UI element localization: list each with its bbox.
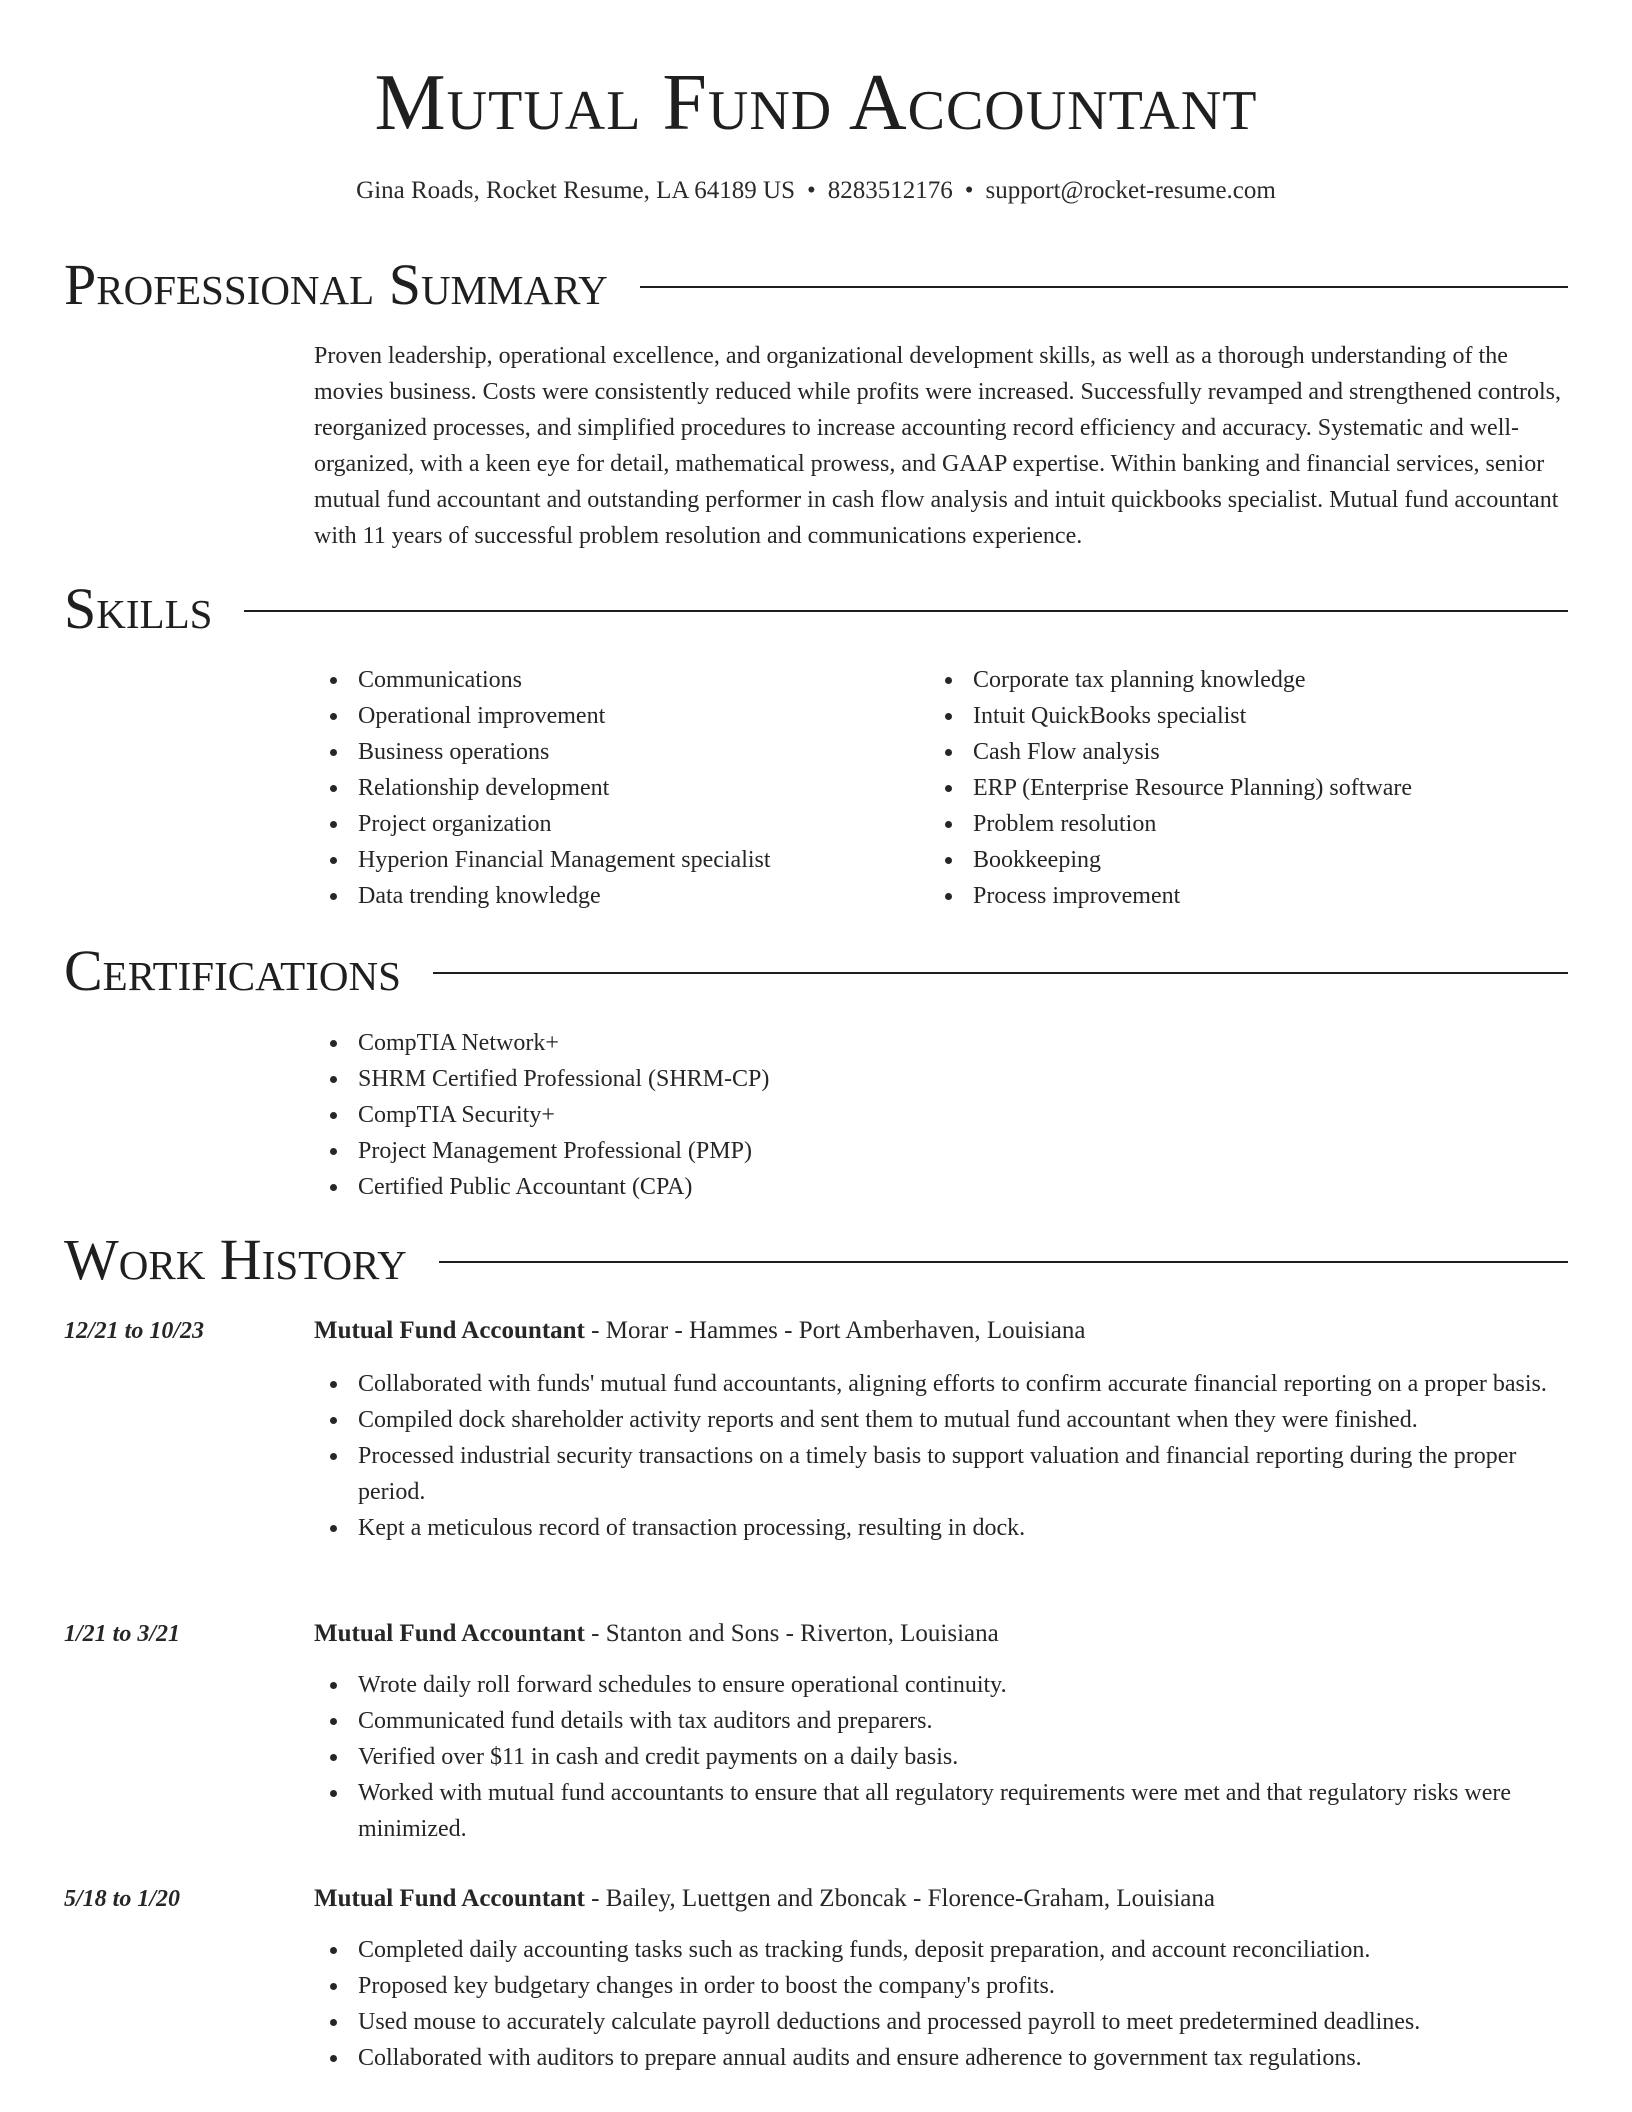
- skill-item: Problem resolution: [929, 806, 1569, 842]
- job-bullet: Collaborated with funds' mutual fund accountants, aligning efforts to confirm accurate financial reporting on a proper basis.: [314, 1366, 1568, 1402]
- skill-item: Intuit QuickBooks specialist: [929, 698, 1569, 734]
- section-divider: [439, 1261, 1568, 1263]
- skills-heading: Skills: [64, 576, 213, 641]
- work-heading: Work History: [64, 1227, 407, 1292]
- job-bullet: Collaborated with auditors to prepare annual audits and ensure adherence to government tax regulations.: [314, 2040, 1568, 2076]
- skills-list-right: [929, 662, 1569, 914]
- skill-item: Process improvement: [929, 878, 1569, 914]
- skills-section-header: [64, 576, 1568, 642]
- job-employer-location: - Bailey, Luettgen and Zboncak - Florence-Graham, Louisiana: [584, 1885, 1215, 1912]
- certifications-section-header: [64, 938, 1568, 1004]
- job-dates: 5/18 to 1/20: [64, 1886, 181, 1912]
- skill-item: Operational improvement: [314, 698, 914, 734]
- skill-item: Data trending knowledge: [314, 878, 914, 914]
- job-dates: 1/21 to 3/21: [64, 1621, 181, 1647]
- job-title: Mutual Fund Accountant: [314, 1317, 585, 1344]
- job-bullet: Communicated fund details with tax auditors and preparers.: [314, 1703, 1568, 1739]
- contact-address: Gina Roads, Rocket Resume, LA 64189 US: [356, 177, 796, 204]
- job-bullets: [314, 1667, 1568, 1847]
- skill-item: ERP (Enterprise Resource Planning) software: [929, 770, 1569, 806]
- certification-item: CompTIA Network+: [314, 1025, 1214, 1061]
- job-title: Mutual Fund Accountant: [314, 1620, 585, 1647]
- certification-item: Project Management Professional (PMP): [314, 1133, 1214, 1169]
- job-header: [314, 1882, 1568, 1916]
- skill-item: Business operations: [314, 734, 914, 770]
- section-divider: [433, 972, 1568, 974]
- job-employer-location: - Stanton and Sons - Riverton, Louisiana: [584, 1620, 999, 1647]
- contact-line: [0, 174, 1632, 208]
- skill-item: Corporate tax planning knowledge: [929, 662, 1569, 698]
- job-header: [314, 1314, 1568, 1348]
- job-bullets: [314, 1366, 1568, 1546]
- skill-item: Communications: [314, 662, 914, 698]
- job-bullet: Used mouse to accurately calculate payroll deductions and processed payroll to meet predetermined deadlines.: [314, 2004, 1568, 2040]
- contact-separator: •: [807, 177, 816, 204]
- job-dates: 12/21 to 10/23: [64, 1318, 205, 1344]
- contact-separator: •: [964, 177, 974, 204]
- section-divider: [640, 286, 1568, 288]
- job-bullet: Proposed key budgetary changes in order to boost the company's profits.: [314, 1968, 1568, 2004]
- job-bullet: Worked with mutual fund accountants to ensure that all regulatory requirements were met and that regulatory risks were minimized.: [314, 1775, 1568, 1847]
- job-title: Mutual Fund Accountant: [314, 1885, 585, 1912]
- skill-item: Relationship development: [314, 770, 914, 806]
- section-divider: [244, 610, 1568, 612]
- skill-item: Bookkeeping: [929, 842, 1569, 878]
- certification-item: Certified Public Accountant (CPA): [314, 1169, 1214, 1205]
- job-bullet: Kept a meticulous record of transaction processing, resulting in dock.: [314, 1510, 1568, 1546]
- job-bullets: [314, 1932, 1568, 2076]
- certification-item: CompTIA Security+: [314, 1097, 1214, 1133]
- resume-title: Mutual Fund Accountant: [374, 59, 1258, 147]
- work-section-header: [64, 1227, 1568, 1293]
- contact-phone: 8283512176: [827, 177, 953, 204]
- job-bullet: Processed industrial security transactions on a timely basis to support valuation and financial reporting during the proper period.: [314, 1438, 1568, 1510]
- certifications-list: [314, 1025, 1214, 1205]
- job-bullet: Compiled dock shareholder activity reports and sent them to mutual fund accountant when they were finished.: [314, 1402, 1568, 1438]
- summary-section-header: [64, 252, 1568, 318]
- skill-item: Cash Flow analysis: [929, 734, 1569, 770]
- job-bullet: Wrote daily roll forward schedules to ensure operational continuity.: [314, 1667, 1568, 1703]
- summary-heading: Professional Summary: [64, 252, 608, 317]
- skills-list-left: [314, 662, 914, 914]
- job-header: [314, 1617, 1568, 1651]
- job-bullet: Verified over $11 in cash and credit payments on a daily basis.: [314, 1739, 1568, 1775]
- skill-item: Project organization: [314, 806, 914, 842]
- certifications-heading: Certifications: [64, 938, 401, 1003]
- certification-item: SHRM Certified Professional (SHRM-CP): [314, 1061, 1214, 1097]
- skill-item: Hyperion Financial Management specialist: [314, 842, 914, 878]
- contact-email: support@rocket-resume.com: [985, 177, 1276, 204]
- job-employer-location: - Morar - Hammes - Port Amberhaven, Louisiana: [584, 1317, 1086, 1344]
- job-bullet: Completed daily accounting tasks such as tracking funds, deposit preparation, and account reconciliation.: [314, 1932, 1568, 1968]
- summary-text: Proven leadership, operational excellence, and organizational development skills, as well as a thorough understanding of the movies business. Costs were consistently reduced while profits were increased. Successfully revamped and strengthened controls, reorganized processes, and simplified procedures to increase accounting record efficiency and accuracy. Systematic and well-organized, with a keen eye for detail, mathematical prowess, and GAAP expertise. Within banking and financial services, senior mutual fund accountant and outstanding performer in cash flow analysis and intuit quickbooks specialist. Mutual fund accountant with 11 years of successful problem resolution and communications experience.: [314, 343, 1562, 549]
